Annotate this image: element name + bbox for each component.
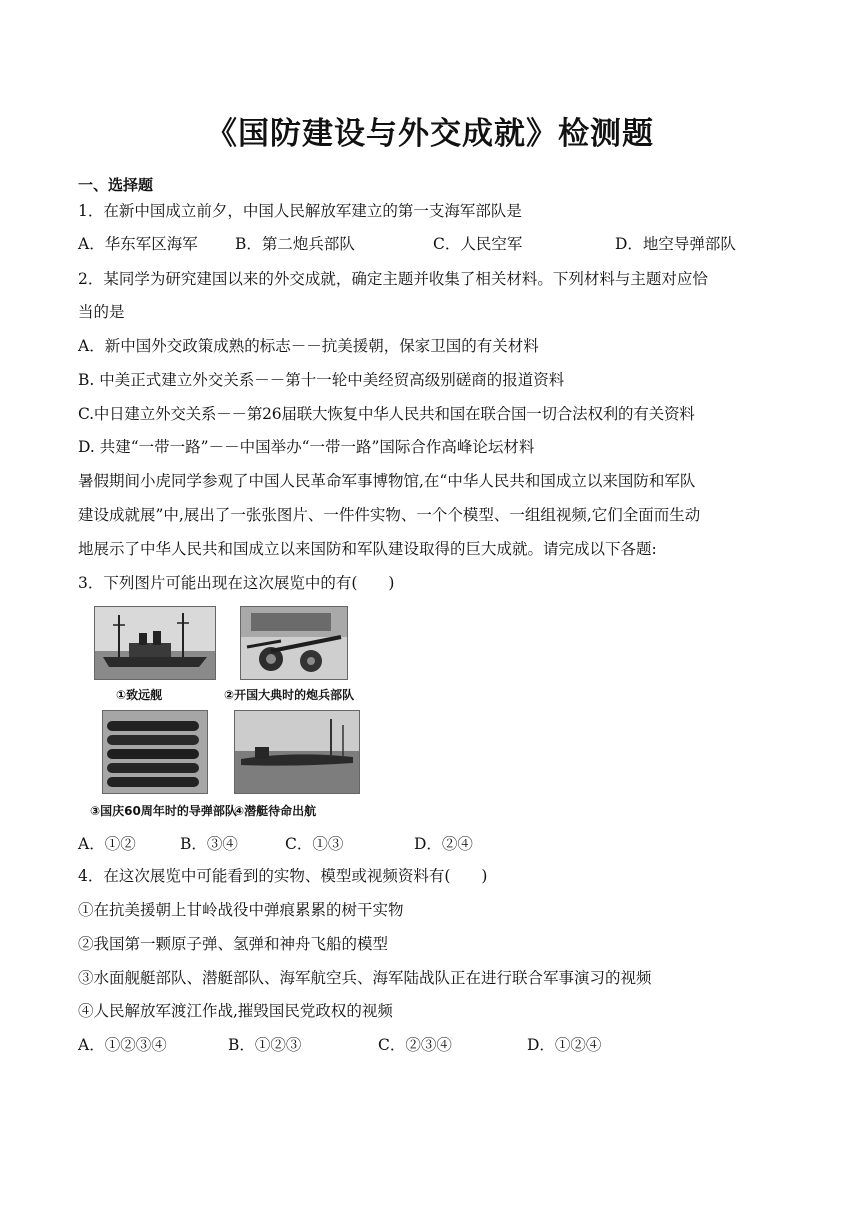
question-4-stem: 4．在这次展览中可能看到的实物、模型或视频资料有( ) (78, 867, 488, 885)
q3-figure-grid (90, 606, 368, 820)
q4-option-d: D．①②④ (527, 1036, 602, 1054)
passage-line: 地展示了中华人民共和国成立以来国防和军队建设取得的巨大成就。请完成以下各题: (78, 540, 657, 558)
q4-option-c: C．②③④ (378, 1036, 452, 1054)
question-2-stem-cont: 当的是 (78, 303, 125, 321)
question-2-stem: 2．某同学为研究建国以来的外交成就，确定主题并收集了相关材料。下列材料与主题对应恰 (78, 270, 708, 288)
figure-caption: ③国庆60周年时的导弹部队 (90, 804, 237, 818)
submarine-photo (234, 710, 360, 794)
passage-line: 建设成就展”中,展出了一张张图片、一件件实物、一个个模型、一组组视频,它们全面而生动 (78, 506, 701, 524)
q3-option-c: C．①③ (285, 835, 344, 853)
q2-option-d: D. 共建“一带一路”－－中国举办“一带一路”国际合作高峰论坛材料 (78, 438, 535, 456)
q1-option-d: D．地空导弹部队 (615, 235, 736, 253)
warship-photo (94, 606, 216, 680)
q2-option-b: B. 中美正式建立外交关系－－第十一轮中美经贸高级别磋商的报道资料 (78, 371, 565, 389)
figure-caption: ②开国大典时的炮兵部队 (224, 688, 355, 702)
question-3-stem: 3．下列图片可能出现在这次展览中的有( ) (78, 574, 395, 592)
q4-item: ①在抗美援朝上甘岭战役中弹痕累累的树干实物 (78, 901, 404, 919)
document-title: 《国防建设与外交成就》检测题 (206, 116, 654, 152)
passage-line: 暑假期间小虎同学参观了中国人民革命军事博物馆,在“中华人民共和国成立以来国防和军队 (78, 472, 696, 490)
q4-option-b: B．①②③ (228, 1036, 302, 1054)
figure-caption: ④潜艇待命出航 (234, 804, 317, 818)
q1-option-b: B．第二炮兵部队 (235, 235, 355, 253)
q4-item: ③水面舰艇部队、潜艇部队、海军航空兵、海军陆战队正在进行联合军事演习的视频 (78, 969, 652, 987)
q4-item: ②我国第一颗原子弹、氢弹和神舟飞船的模型 (78, 935, 389, 953)
q1-option-a: A．华东军区海军 (78, 235, 198, 253)
section-heading: 一、选择题 (78, 176, 154, 194)
artillery-photo (240, 606, 348, 680)
q3-option-a: A．①② (78, 835, 136, 853)
q1-option-c: C．人民空军 (433, 235, 523, 253)
q3-option-d: D．②④ (414, 835, 473, 853)
q4-item: ④人民解放军渡江作战,摧毁国民党政权的视频 (78, 1002, 393, 1020)
q3-option-b: B．③④ (180, 835, 238, 853)
q4-option-a: A．①②③④ (78, 1036, 167, 1054)
q2-option-a: A．新中国外交政策成熟的标志－－抗美援朝，保家卫国的有关材料 (78, 337, 539, 355)
question-1-stem: 1．在新中国成立前夕，中国人民解放军建立的第一支海军部队是 (78, 202, 522, 220)
missile-unit-photo (102, 710, 208, 794)
figure-caption: ①致远舰 (116, 688, 163, 702)
q2-option-c: C.中日建立外交关系－－第26届联大恢复中华人民共和国在联合国一切合法权利的有关资料 (78, 405, 695, 423)
